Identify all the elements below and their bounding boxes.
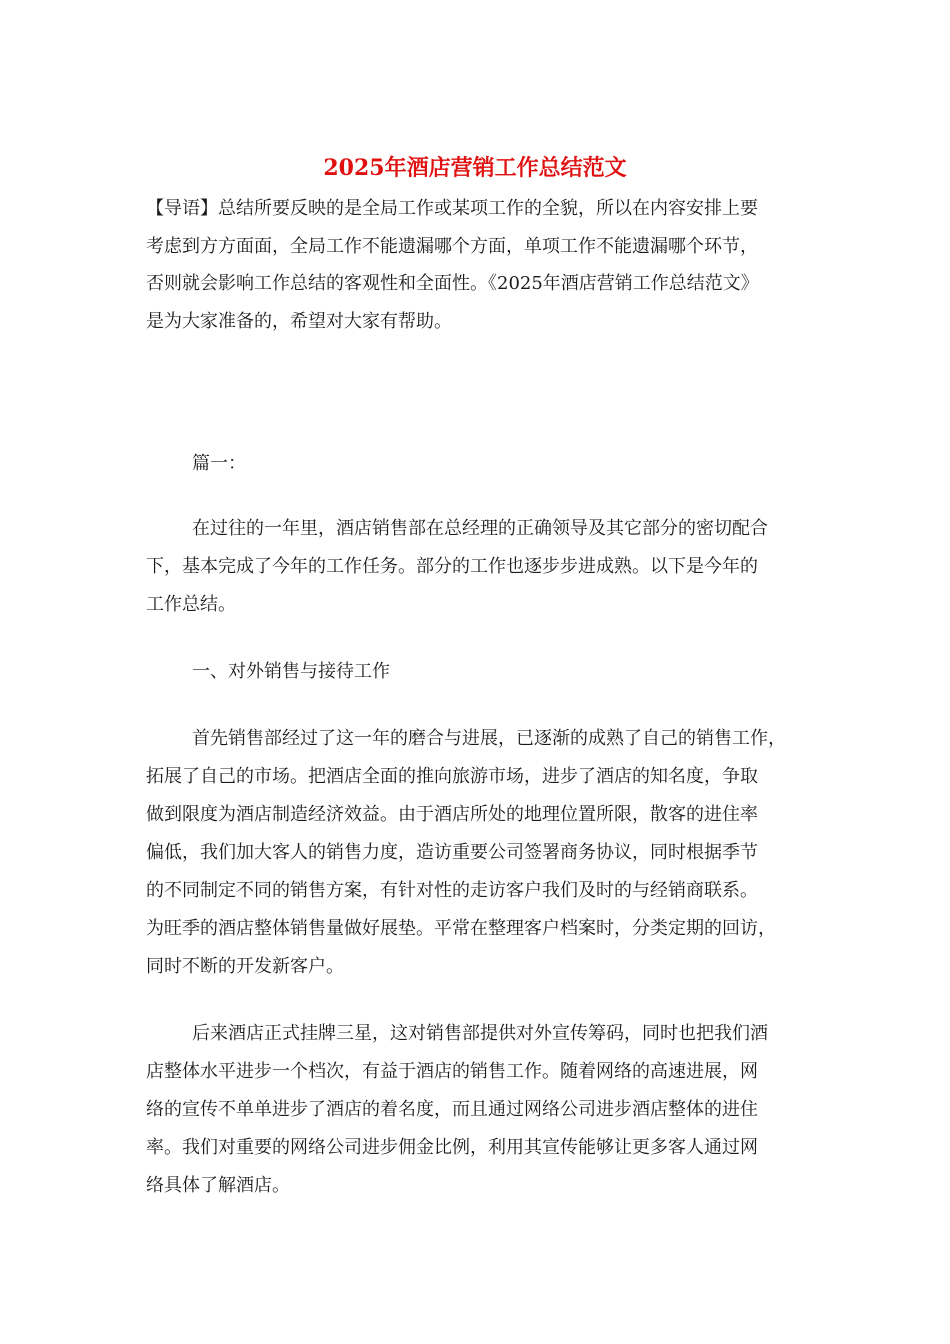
paragraph-2-line: 拓展了自己的市场。把酒店全面的推向旅游市场，进步了酒店的知名度，争取	[146, 766, 758, 787]
paragraph-1-line: 下，基本完成了今年的工作任务。部分的工作也逐步步进成熟。以下是今年的	[146, 556, 758, 577]
intro-line: 是为大家准备的，希望对大家有帮助。	[146, 311, 452, 332]
paragraph-3-line: 店整体水平进步一个档次，有益于酒店的销售工作。随着网络的高速进展，网	[146, 1061, 758, 1082]
section-1-heading: 一、对外销售与接待工作	[192, 661, 390, 682]
paragraph-1-line: 在过往的一年里，酒店销售部在总经理的正确领导及其它部分的密切配合	[192, 518, 768, 539]
paragraph-2-line: 偏低，我们加大客人的销售力度，造访重要公司签署商务协议，同时根据季节	[146, 842, 758, 863]
paragraph-2-line: 首先销售部经过了这一年的磨合与进展，已逐渐的成熟了自己的销售工作，	[192, 728, 786, 749]
paragraph-3-line: 络具体了解酒店。	[146, 1175, 290, 1196]
paragraph-3-line: 后来酒店正式挂牌三星，这对销售部提供对外宣传筹码，同时也把我们酒	[192, 1023, 768, 1044]
intro-line: 【导语】总结所要反映的是全局工作或某项工作的全貌，所以在内容安排上要	[146, 198, 758, 219]
paragraph-2-line: 同时不断的开发新客户。	[146, 956, 344, 977]
document-title: 2025年酒店营销工作总结范文	[323, 155, 627, 181]
paragraph-1-line: 工作总结。	[146, 594, 236, 615]
part-label: 篇一：	[192, 453, 246, 474]
paragraph-3-line: 率。我们对重要的网络公司进步佣金比例，利用其宣传能够让更多客人通过网	[146, 1137, 758, 1158]
intro-line: 否则就会影响工作总结的客观性和全面性。《2025年酒店营销工作总结范文》	[146, 273, 759, 294]
paragraph-3-line: 络的宣传不单单进步了酒店的着名度，而且通过网络公司进步酒店整体的进住	[146, 1099, 758, 1120]
paragraph-2-line: 的不同制定不同的销售方案，有针对性的走访客户我们及时的与经销商联系。	[146, 880, 758, 901]
paragraph-2-line: 为旺季的酒店整体销售量做好展垫。平常在整理客户档案时，分类定期的回访，	[146, 918, 776, 939]
intro-line: 考虑到方方面面，全局工作不能遗漏哪个方面，单项工作不能遗漏哪个环节，	[146, 236, 758, 257]
paragraph-2-line: 做到限度为酒店制造经济效益。由于酒店所处的地理位置所限，散客的进住率	[146, 804, 758, 825]
